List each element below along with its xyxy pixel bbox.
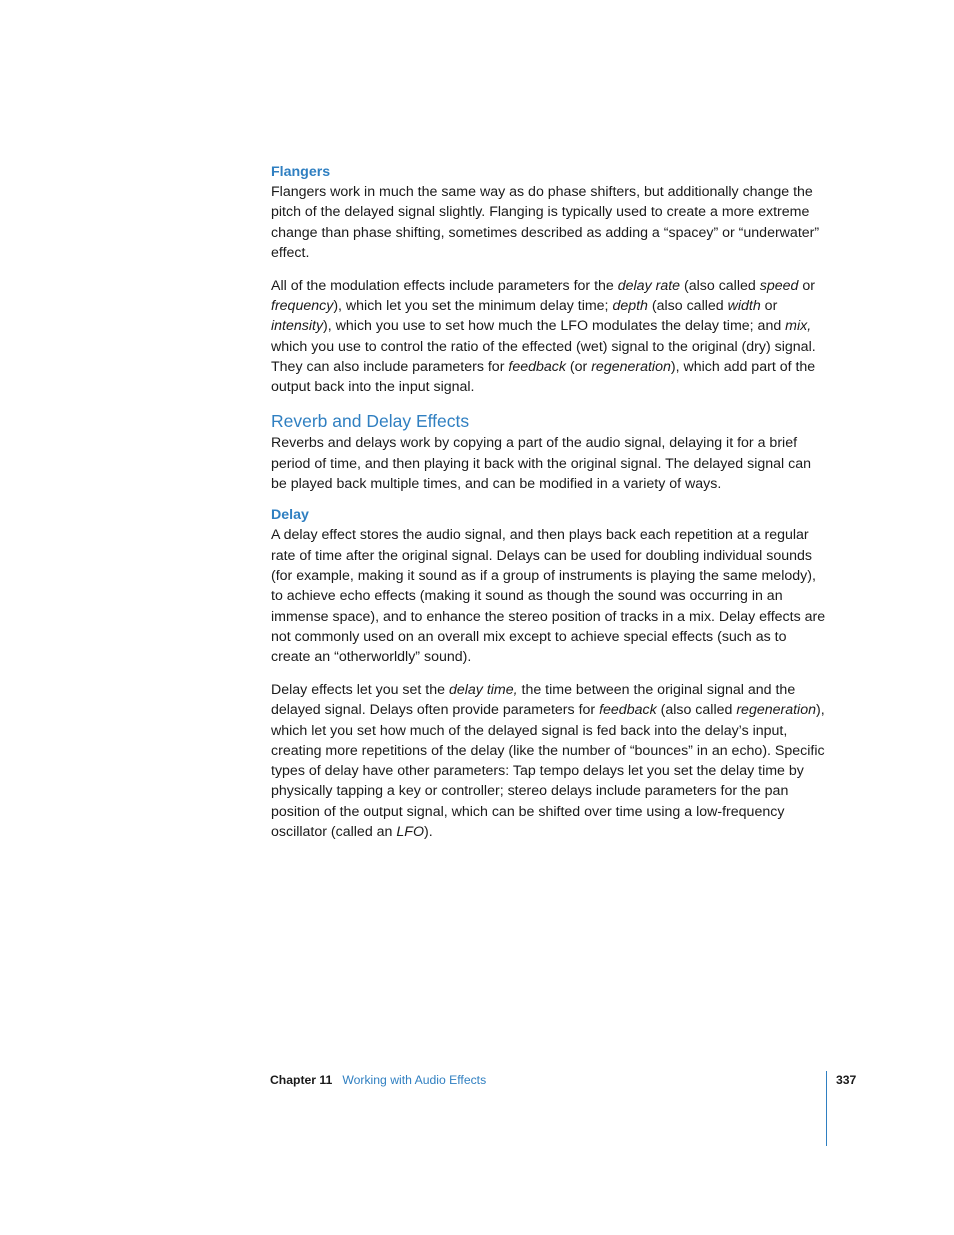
paragraph-modulation-parameters: All of the modulation effects include parameters for the delay rate (also called speed or frequency), which let you set the minimum delay time; depth (also called width or intensity), which you use to set how much the LFO modulates the delay time; and mix, which you use to control the ratio of the effected (wet) signal to the original (dry) signal. They can also include parameters for feedback (or regeneration), which add part of the output back into the input signal. <box>271 277 816 396</box>
page-body <box>271 162 827 842</box>
page-footer <box>270 1072 486 1088</box>
heading-flangers: Flangers <box>271 164 331 180</box>
paragraph-delay-parameters: Delay effects let you set the delay time, the time between the original signal and the delayed signal. Delays often provide parameters for feedback (also called regeneration), which let you set how much of the delayed signal is fed back into the delay’s input, creating more repetitions of the delay (like the number of “bounces” in an echo). Specific types of delay have other parameters: Tap tempo delays let you set the delay time by physically tapping a key or controller; stereo delays include parameters for the pan position of the output signal, which can be shifted over time using a low-frequency oscillator (called an LFO). <box>271 681 825 841</box>
footer-chapter-title-link[interactable]: Working with Audio Effects <box>342 1073 487 1087</box>
page-number: 337 <box>836 1073 857 1087</box>
heading-reverb-and-delay-effects: Reverb and Delay Effects <box>271 411 470 432</box>
paragraph-delay-intro: A delay effect stores the audio signal, and then plays back each repetition at a regular rate of time after the original signal. Delays can be used for doubling individual sounds (for example, making it sound as if a group of instruments is playing the same melody), to achieve echo effects (making it sound as though the sound was occurring in an immense space), and to enhance the stereo position of tracks in a mix. Delay effects are not commonly used on an overall mix except to achieve special effects (such as to create an “otherworldly” sound). <box>271 527 826 666</box>
paragraph-flangers-intro: Flangers work in much the same way as do phase shifters, but additionally change the pitch of the delayed signal slightly. Flanging is typically used to create a more extreme change than phase shifting, sometimes described as adding a “spacey” or “underwater” effect. <box>271 184 820 261</box>
heading-delay: Delay <box>271 507 309 524</box>
footer-chapter-label: Chapter 11 <box>270 1073 333 1087</box>
paragraph-reverb-intro: Reverbs and delays work by copying a part of the audio signal, delaying it for a brief period of time, and then playing it back with the original signal. The delayed signal can be played back multiple times, and can be modified in a variety of ways. <box>271 435 811 493</box>
footer-vertical-rule <box>826 1071 827 1146</box>
